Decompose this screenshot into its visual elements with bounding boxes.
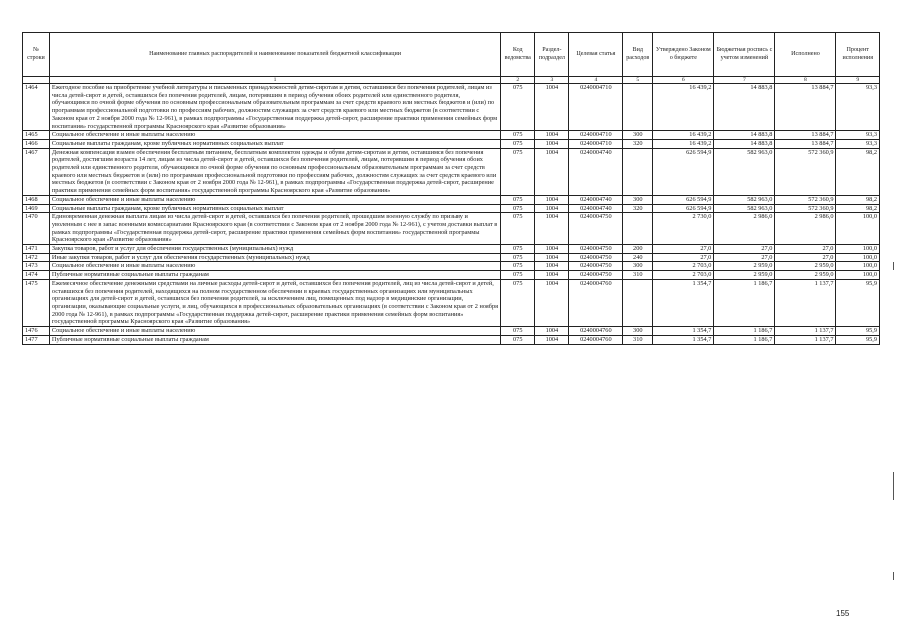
expense-type-cell: 320 <box>623 204 653 213</box>
table-row <box>23 279 880 326</box>
expense-type-cell: 240 <box>623 253 653 262</box>
budget-list-amount-cell: 14 883,8 <box>714 131 775 140</box>
budget-list-amount-cell: 582 963,0 <box>714 204 775 213</box>
approved-amount-cell: 626 594,9 <box>653 195 714 204</box>
dept-code-cell: 075 <box>501 195 535 204</box>
approved-amount-cell: 2 703,0 <box>653 271 714 280</box>
name-cell: Социальное обеспечение и иные выплаты населению <box>49 131 500 140</box>
expense-type-cell: 300 <box>623 195 653 204</box>
document-page <box>22 32 884 345</box>
executed-amount-cell: 2 959,0 <box>775 271 836 280</box>
column-number: 2 <box>501 77 535 84</box>
approved-amount-cell: 1 354,7 <box>653 327 714 336</box>
section-cell: 1004 <box>535 253 569 262</box>
scan-edge-mark <box>893 472 894 500</box>
budget-list-amount-cell: 582 963,0 <box>714 148 775 195</box>
column-number <box>23 77 50 84</box>
dept-code-cell: 075 <box>501 204 535 213</box>
table-row <box>23 327 880 336</box>
percent-cell: 95,9 <box>836 327 880 336</box>
dept-code-cell: 075 <box>501 253 535 262</box>
executed-amount-cell: 2 986,0 <box>775 213 836 245</box>
approved-amount-cell: 1 354,7 <box>653 335 714 344</box>
expense-type-cell <box>623 84 653 131</box>
header-percent: Процент исполнения <box>836 33 880 77</box>
budget-list-amount-cell: 2 959,0 <box>714 271 775 280</box>
approved-amount-cell: 27,0 <box>653 245 714 254</box>
dept-code-cell: 075 <box>501 279 535 326</box>
percent-cell: 93,3 <box>836 131 880 140</box>
row-number-cell: 1465 <box>23 131 50 140</box>
approved-amount-cell: 2 703,0 <box>653 262 714 271</box>
column-number: 4 <box>569 77 623 84</box>
budget-list-amount-cell: 14 883,8 <box>714 84 775 131</box>
target-article-cell: 0240004750 <box>569 271 623 280</box>
header-section: Раздел-подраздел <box>535 33 569 77</box>
section-cell: 1004 <box>535 262 569 271</box>
budget-list-amount-cell: 27,0 <box>714 245 775 254</box>
approved-amount-cell: 16 439,2 <box>653 139 714 148</box>
header-target: Целевая статья <box>569 33 623 77</box>
header-budget-list: Бюджетная роспись с учетом изменений <box>714 33 775 77</box>
percent-cell: 98,2 <box>836 195 880 204</box>
executed-amount-cell: 2 959,0 <box>775 262 836 271</box>
row-number-cell: 1467 <box>23 148 50 195</box>
column-number: 9 <box>836 77 880 84</box>
section-cell: 1004 <box>535 195 569 204</box>
table-header-row <box>23 33 880 77</box>
column-number: 3 <box>535 77 569 84</box>
executed-amount-cell: 13 884,7 <box>775 139 836 148</box>
row-number-cell: 1477 <box>23 335 50 344</box>
dept-code-cell: 075 <box>501 213 535 245</box>
budget-list-amount-cell: 1 186,7 <box>714 335 775 344</box>
table-row <box>23 262 880 271</box>
approved-amount-cell: 2 730,0 <box>653 213 714 245</box>
table-row <box>23 148 880 195</box>
target-article-cell: 0240004740 <box>569 204 623 213</box>
name-cell: Закупка товаров, работ и услуг для обеспечения государственных (муниципальных) нужд <box>49 245 500 254</box>
target-article-cell: 0240004750 <box>569 262 623 271</box>
budget-list-amount-cell: 1 186,7 <box>714 279 775 326</box>
section-cell: 1004 <box>535 245 569 254</box>
header-name: Наименование главных распорядителей и наименование показателей бюджетной классификации <box>49 33 500 77</box>
name-cell: Публичные нормативные социальные выплаты гражданам <box>49 271 500 280</box>
section-cell: 1004 <box>535 131 569 140</box>
target-article-cell: 0240004760 <box>569 327 623 336</box>
name-cell: Денежная компенсация взамен обеспечения бесплатным питанием, бесплатным комплектом одежды и обуви детям-сиротам и детям, оставшимся без попечения родителей, достигшим возраста 14 лет, лицам из числа детей-сирот и детей, оставшихся без попечения родителей, лицам, потерявшим в период обучения обоих родителей или единственного родителя, обучающимся по очной форме обучения по основным профессиональным образовательным программам за счет средств краевого или местных бюджетов и (или) по программам профессиональной подготовки по профессиям рабочих, должностям служащих за счет средств краевого или местных бюджетов (в соответствии с Законом края от 2 ноября 2000 года № 12-961), в рамках подпрограммы «Государственная поддержка детей-сирот, расширение практики применения семейных форм воспитания» государственной программы Красноярского края «Развитие образования» <box>49 148 500 195</box>
row-number-cell: 1470 <box>23 213 50 245</box>
target-article-cell: 0240004750 <box>569 213 623 245</box>
row-number-cell: 1474 <box>23 271 50 280</box>
table-row <box>23 245 880 254</box>
percent-cell: 98,2 <box>836 204 880 213</box>
table-row <box>23 335 880 344</box>
executed-amount-cell: 572 360,9 <box>775 204 836 213</box>
section-cell: 1004 <box>535 84 569 131</box>
expense-type-cell: 200 <box>623 245 653 254</box>
row-number-cell: 1471 <box>23 245 50 254</box>
name-cell: Социальное обеспечение и иные выплаты населению <box>49 327 500 336</box>
percent-cell: 95,9 <box>836 335 880 344</box>
column-number-row <box>23 77 880 84</box>
section-cell: 1004 <box>535 327 569 336</box>
target-article-cell: 0240004710 <box>569 131 623 140</box>
percent-cell: 100,0 <box>836 245 880 254</box>
approved-amount-cell: 626 594,9 <box>653 204 714 213</box>
executed-amount-cell: 13 884,7 <box>775 131 836 140</box>
dept-code-cell: 075 <box>501 84 535 131</box>
header-executed: Исполнено <box>775 33 836 77</box>
section-cell: 1004 <box>535 271 569 280</box>
table-body <box>23 77 880 345</box>
budget-list-amount-cell: 2 959,0 <box>714 262 775 271</box>
expense-type-cell: 320 <box>623 139 653 148</box>
expense-type-cell: 310 <box>623 271 653 280</box>
executed-amount-cell: 13 884,7 <box>775 84 836 131</box>
budget-list-amount-cell: 14 883,8 <box>714 139 775 148</box>
expense-type-cell: 300 <box>623 262 653 271</box>
table-row <box>23 195 880 204</box>
row-number-cell: 1468 <box>23 195 50 204</box>
target-article-cell: 0240004710 <box>569 84 623 131</box>
approved-amount-cell: 626 594,9 <box>653 148 714 195</box>
section-cell: 1004 <box>535 335 569 344</box>
name-cell: Социальное обеспечение и иные выплаты населению <box>49 195 500 204</box>
target-article-cell: 0240004710 <box>569 139 623 148</box>
percent-cell: 100,0 <box>836 213 880 245</box>
dept-code-cell: 075 <box>501 148 535 195</box>
name-cell: Социальные выплаты гражданам, кроме публичных нормативных социальных выплат <box>49 204 500 213</box>
expense-type-cell <box>623 213 653 245</box>
executed-amount-cell: 1 137,7 <box>775 327 836 336</box>
budget-list-amount-cell: 27,0 <box>714 253 775 262</box>
budget-list-amount-cell: 582 963,0 <box>714 195 775 204</box>
row-number-cell: 1476 <box>23 327 50 336</box>
name-cell: Публичные нормативные социальные выплаты гражданам <box>49 335 500 344</box>
dept-code-cell: 075 <box>501 262 535 271</box>
name-cell: Ежемесячное обеспечение денежными средствами на личные расходы детей-сирот и детей, оставшихся без попечения родителей, лиц из числа детей-сирот и детей, оставшихся без попечения родителей, находящихся на полном государственном обеспечении в краевых государственных организациях или муниципальных организациях для детей-сирот и детей, оставшихся без попечения родителей, за исключением лиц, помещенных под надзор в медицинские организации, организации, оказывающие социальные услуги, и лиц, обучающихся в профессиональных образовательных организациях (в соответствии с Законом края от 2 ноября 2000 года № 12-961), в рамках подпрограммы «Государственная поддержка детей-сирот, расширение практики применения семейных форм воспитания» государственной программы Красноярского края «Развитие образования» <box>49 279 500 326</box>
scan-edge-mark <box>893 572 894 580</box>
dept-code-cell: 075 <box>501 327 535 336</box>
page-number: 155 <box>836 609 850 618</box>
column-number: 6 <box>653 77 714 84</box>
target-article-cell: 0240004760 <box>569 335 623 344</box>
row-number-cell: 1473 <box>23 262 50 271</box>
executed-amount-cell: 27,0 <box>775 245 836 254</box>
expense-type-cell <box>623 279 653 326</box>
column-number: 5 <box>623 77 653 84</box>
executed-amount-cell: 572 360,9 <box>775 195 836 204</box>
header-approved: Утверждено Законом о бюджете <box>653 33 714 77</box>
section-cell: 1004 <box>535 279 569 326</box>
column-number: 1 <box>49 77 500 84</box>
section-cell: 1004 <box>535 213 569 245</box>
table-row <box>23 213 880 245</box>
row-number-cell: 1464 <box>23 84 50 131</box>
percent-cell: 100,0 <box>836 253 880 262</box>
row-number-cell: 1472 <box>23 253 50 262</box>
approved-amount-cell: 1 354,7 <box>653 279 714 326</box>
expense-type-cell: 310 <box>623 335 653 344</box>
target-article-cell: 0240004760 <box>569 279 623 326</box>
executed-amount-cell: 1 137,7 <box>775 335 836 344</box>
percent-cell: 95,9 <box>836 279 880 326</box>
executed-amount-cell: 1 137,7 <box>775 279 836 326</box>
column-number: 7 <box>714 77 775 84</box>
percent-cell: 100,0 <box>836 271 880 280</box>
dept-code-cell: 075 <box>501 139 535 148</box>
approved-amount-cell: 27,0 <box>653 253 714 262</box>
approved-amount-cell: 16 439,2 <box>653 84 714 131</box>
dept-code-cell: 075 <box>501 335 535 344</box>
name-cell: Иные закупки товаров, работ и услуг для обеспечения государственных (муниципальных) нужд <box>49 253 500 262</box>
executed-amount-cell: 27,0 <box>775 253 836 262</box>
table-row <box>23 253 880 262</box>
percent-cell: 98,2 <box>836 148 880 195</box>
table-row <box>23 84 880 131</box>
table-row <box>23 271 880 280</box>
approved-amount-cell: 16 439,2 <box>653 131 714 140</box>
expense-type-cell: 300 <box>623 327 653 336</box>
target-article-cell: 0240004740 <box>569 195 623 204</box>
expense-type-cell <box>623 148 653 195</box>
dept-code-cell: 075 <box>501 245 535 254</box>
percent-cell: 93,3 <box>836 139 880 148</box>
budget-list-amount-cell: 1 186,7 <box>714 327 775 336</box>
dept-code-cell: 075 <box>501 131 535 140</box>
dept-code-cell: 075 <box>501 271 535 280</box>
table-row <box>23 204 880 213</box>
header-expense-type: Вид расходов <box>623 33 653 77</box>
scan-edge-mark <box>893 262 894 270</box>
budget-execution-table <box>22 32 880 345</box>
section-cell: 1004 <box>535 148 569 195</box>
budget-list-amount-cell: 2 986,0 <box>714 213 775 245</box>
table-row <box>23 131 880 140</box>
row-number-cell: 1466 <box>23 139 50 148</box>
target-article-cell: 0240004750 <box>569 245 623 254</box>
name-cell: Социальное обеспечение и иные выплаты населению <box>49 262 500 271</box>
header-row-no: № строки <box>23 33 50 77</box>
row-number-cell: 1469 <box>23 204 50 213</box>
name-cell: Ежегодное пособие на приобретение учебной литературы и письменных принадлежностей детям-сиротам и детям, оставшимся без попечения родителей, лицам из числа детей-сирот и детей, оставшихся без попечения родителей, лицам, потерявшим в период обучения обоих родителей или единственного родителя, обучающимся по очной форме обучения по основным профессиональным образовательным программам за счет средств краевого или местных бюджетов и (или) по программам профессиональной подготовки по профессиям рабочих, должностям служащих за счет средств краевого или местных бюджетов (в соответствии с Законом края от 2 ноября 2000 года № 12-961), в рамках подпрограммы «Государственная поддержка детей-сирот, расширение практики применения семейных форм воспитания» государственной программы Красноярского края «Развитие образования» <box>49 84 500 131</box>
section-cell: 1004 <box>535 204 569 213</box>
section-cell: 1004 <box>535 139 569 148</box>
row-number-cell: 1475 <box>23 279 50 326</box>
target-article-cell: 0240004740 <box>569 148 623 195</box>
table-row <box>23 139 880 148</box>
column-number: 8 <box>775 77 836 84</box>
percent-cell: 93,3 <box>836 84 880 131</box>
header-dept-code: Код ведомства <box>501 33 535 77</box>
target-article-cell: 0240004750 <box>569 253 623 262</box>
percent-cell: 100,0 <box>836 262 880 271</box>
name-cell: Социальные выплаты гражданам, кроме публичных нормативных социальных выплат <box>49 139 500 148</box>
expense-type-cell: 300 <box>623 131 653 140</box>
executed-amount-cell: 572 360,9 <box>775 148 836 195</box>
name-cell: Единовременная денежная выплата лицам из числа детей-сирот и детей, оставшихся без попечения родителей, прошедшим военную службу по призыву и уволенным с нее в запас военными комиссариатами Красноярского края (в соответствии с Законом края от 2 ноября 2000 года № 12-961), с учетом доставки выплат в рамках подпрограммы «Государственная поддержка детей-сирот, расширение практики применения семейных форм воспитания» государственной программы Красноярского края «Развитие образования» <box>49 213 500 245</box>
